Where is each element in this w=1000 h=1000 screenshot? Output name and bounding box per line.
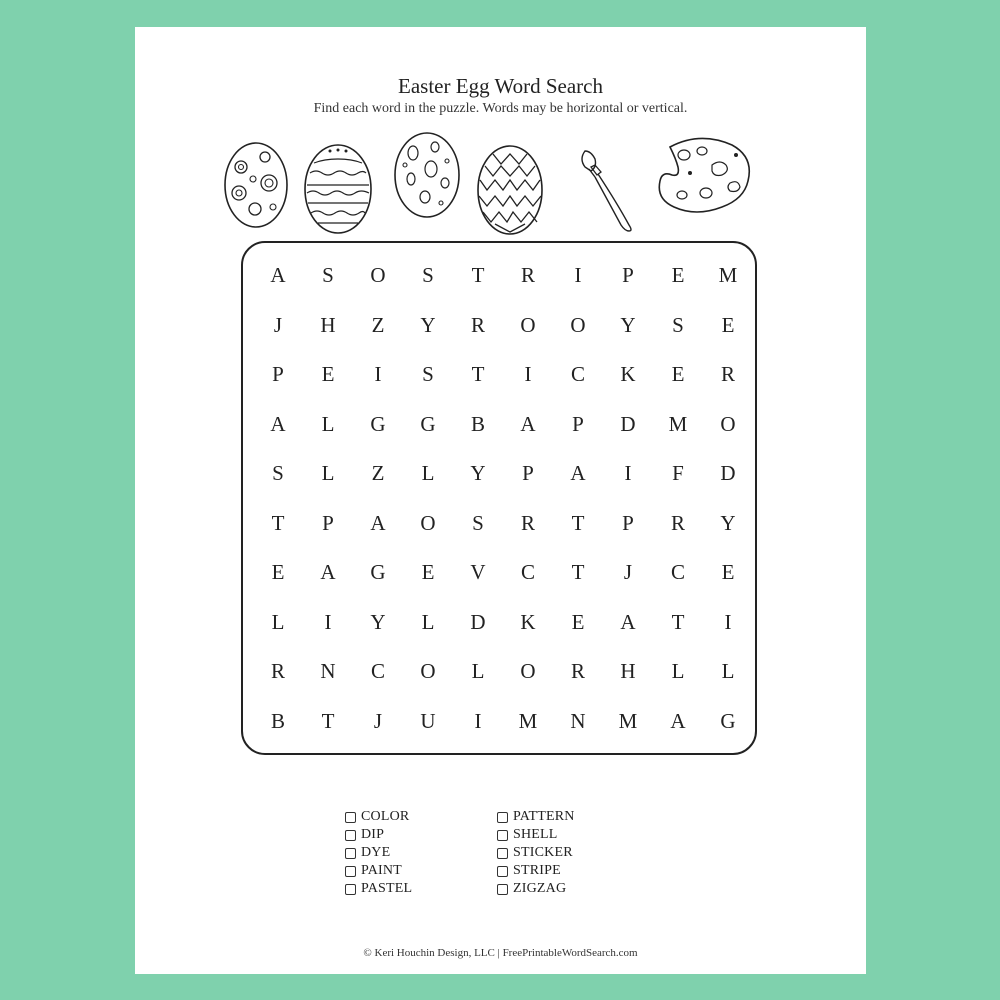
word-item [497,826,575,844]
grid-letter[interactable]: L [321,461,335,485]
grid-letter[interactable]: R [720,362,735,386]
grid-letter[interactable]: R [270,659,285,683]
grid-letter[interactable]: B [470,411,485,436]
grid-letter[interactable]: I [474,708,482,733]
grid-letter[interactable]: K [520,609,536,634]
grid-letter[interactable]: S [272,461,284,485]
grid-letter[interactable]: P [522,461,534,485]
grid-letter[interactable]: O [720,411,736,436]
grid-letter[interactable]: A [320,560,336,584]
word-label: SHELL [513,827,558,842]
egg-wavy-stripes-icon [300,139,376,237]
grid-letter[interactable]: C [520,560,535,584]
grid-letter[interactable]: S [422,362,434,386]
puzzle-grid-frame [241,241,757,755]
grid-letter[interactable]: O [520,312,536,337]
word-label: STICKER [513,845,573,860]
word-item [497,808,575,826]
word-checkbox[interactable] [345,884,356,895]
word-label: STRIPE [513,863,561,878]
grid-letter[interactable]: T [671,609,685,634]
instructions: Find each word in the puzzle. Words may be horizontal or vertical. [313,101,688,116]
word-label: PASTEL [361,881,413,896]
word-checkbox[interactable] [497,830,508,841]
grid-letter[interactable]: S [672,312,684,337]
grid-letter[interactable]: U [420,708,436,733]
paintbrush-icon [575,145,641,235]
word-checkbox[interactable] [345,866,356,877]
word-list-right [497,808,575,898]
grid-letter[interactable]: M [518,708,538,733]
grid-letter[interactable]: J [273,312,283,337]
word-checkbox[interactable] [497,866,508,877]
word-checkbox[interactable] [345,830,356,841]
grid-letter[interactable]: I [374,362,382,386]
grid-letter[interactable]: I [524,362,532,386]
grid-letter[interactable]: D [470,609,486,634]
grid-letter[interactable]: Z [371,312,385,337]
grid-letter[interactable]: P [322,510,334,535]
grid-letter[interactable]: A [620,609,636,634]
word-checkbox[interactable] [497,848,508,859]
grid-letter[interactable]: E [271,560,285,584]
word-label: DIP [361,827,385,842]
grid-letter[interactable]: O [420,510,436,535]
grid-letter[interactable]: P [622,510,634,535]
worksheet [135,27,866,974]
grid-letter[interactable]: T [571,560,585,584]
grid-letter[interactable]: O [570,312,586,337]
word-item [345,826,412,844]
grid-letter[interactable]: I [324,609,332,634]
grid-letter[interactable]: I [724,609,732,634]
grid-letter[interactable]: E [571,609,585,634]
word-item [345,808,412,826]
grid-letter[interactable]: D [720,461,736,485]
word-label: ZIGZAG [513,881,567,896]
grid-letter[interactable]: J [373,708,383,733]
grid-letter[interactable]: Z [371,461,385,485]
grid-letter[interactable]: E [321,362,335,386]
word-label: PAINT [361,863,402,878]
grid-letter[interactable]: H [620,659,636,683]
grid-letter[interactable]: M [618,708,638,733]
grid-letter[interactable]: K [620,362,636,386]
word-checkbox[interactable] [497,812,508,823]
grid-letter[interactable]: L [271,609,285,634]
word-item [497,844,575,862]
grid-letter[interactable]: O [520,659,536,683]
word-list [345,808,665,908]
grid-letter[interactable]: C [370,659,385,683]
grid-letter[interactable]: T [321,708,335,733]
word-checkbox[interactable] [345,812,356,823]
grid-letter[interactable]: E [721,312,735,337]
footer-credit: © Keri Houchin Design, LLC | FreePrintableWordSearch.com [363,947,638,959]
grid-letter[interactable]: T [471,263,485,287]
grid-letter[interactable]: R [570,659,585,683]
word-item [345,844,412,862]
grid-letter[interactable]: E [421,560,435,584]
grid-letter[interactable]: A [520,411,536,436]
grid-letter[interactable]: S [422,263,434,287]
grid-letter[interactable]: M [718,263,738,287]
egg-circles-icon [221,135,291,231]
grid-letter[interactable]: C [570,362,585,386]
grid-letter[interactable]: I [574,263,582,287]
grid-letter[interactable]: L [421,461,435,485]
grid-letter[interactable]: L [721,659,735,683]
grid-letter[interactable]: N [570,708,586,733]
grid-letter[interactable]: G [370,411,386,436]
puzzle-grid [270,253,771,751]
grid-letter[interactable]: O [370,263,386,287]
grid-letter[interactable]: Y [720,510,736,535]
grid-letter[interactable]: E [721,560,735,584]
word-item [345,880,412,898]
grid-letter[interactable]: F [672,461,684,485]
grid-letter[interactable]: Y [370,609,386,634]
word-item [497,880,575,898]
grid-letter[interactable]: V [470,560,486,584]
grid-letter[interactable]: S [322,263,334,287]
egg-spots-icon [391,127,463,221]
grid-letter[interactable]: T [271,510,285,535]
grid-letter[interactable]: E [671,362,685,386]
grid-letter[interactable]: A [370,510,386,535]
grid-letter[interactable]: N [320,659,336,683]
grid-letter[interactable]: L [421,609,435,634]
grid-letter[interactable]: R [520,510,535,535]
grid-letter[interactable]: Y [420,312,436,337]
grid-letter[interactable]: M [668,411,688,436]
grid-letter[interactable]: L [671,659,685,683]
grid-letter[interactable]: A [670,708,686,733]
grid-letter[interactable]: P [272,362,284,386]
word-label: COLOR [361,809,410,824]
word-label: PATTERN [513,809,575,824]
grid-letter[interactable]: S [472,510,484,535]
grid-letter[interactable]: P [572,411,584,436]
grid-letter[interactable]: P [622,263,634,287]
grid-letter[interactable]: A [270,263,286,287]
grid-letter[interactable]: A [270,411,286,436]
grid-letter[interactable]: T [471,362,485,386]
grid-letter[interactable]: Y [470,461,486,485]
grid-letter[interactable]: H [320,312,336,337]
word-checkbox[interactable] [497,884,508,895]
grid-letter[interactable]: R [470,312,485,337]
word-list-left [345,808,412,898]
grid-letter[interactable]: G [720,708,736,733]
grid-letter[interactable]: R [670,510,685,535]
grid-letter[interactable]: G [370,560,386,584]
paint-palette-icon [650,133,756,221]
word-label: DYE [361,845,391,860]
egg-chevron-icon [473,140,547,238]
grid-letter[interactable]: E [671,263,685,287]
page-title: Easter Egg Word Search [398,74,603,98]
word-checkbox[interactable] [345,848,356,859]
grid-letter[interactable]: A [570,461,586,485]
grid-letter[interactable]: L [321,411,335,436]
grid-letter[interactable]: C [670,560,685,584]
grid-letter[interactable]: G [420,411,436,436]
word-item [345,862,412,880]
grid-letter[interactable]: J [623,560,633,584]
grid-letter[interactable]: B [270,708,285,733]
grid-letter[interactable]: I [624,461,632,485]
grid-letter[interactable]: R [520,263,535,287]
word-item [497,862,575,880]
grid-letter[interactable]: L [471,659,485,683]
grid-letter[interactable]: O [420,659,436,683]
grid-letter[interactable]: Y [620,312,636,337]
grid-letter[interactable]: D [620,411,636,436]
grid-letter[interactable]: T [571,510,585,535]
